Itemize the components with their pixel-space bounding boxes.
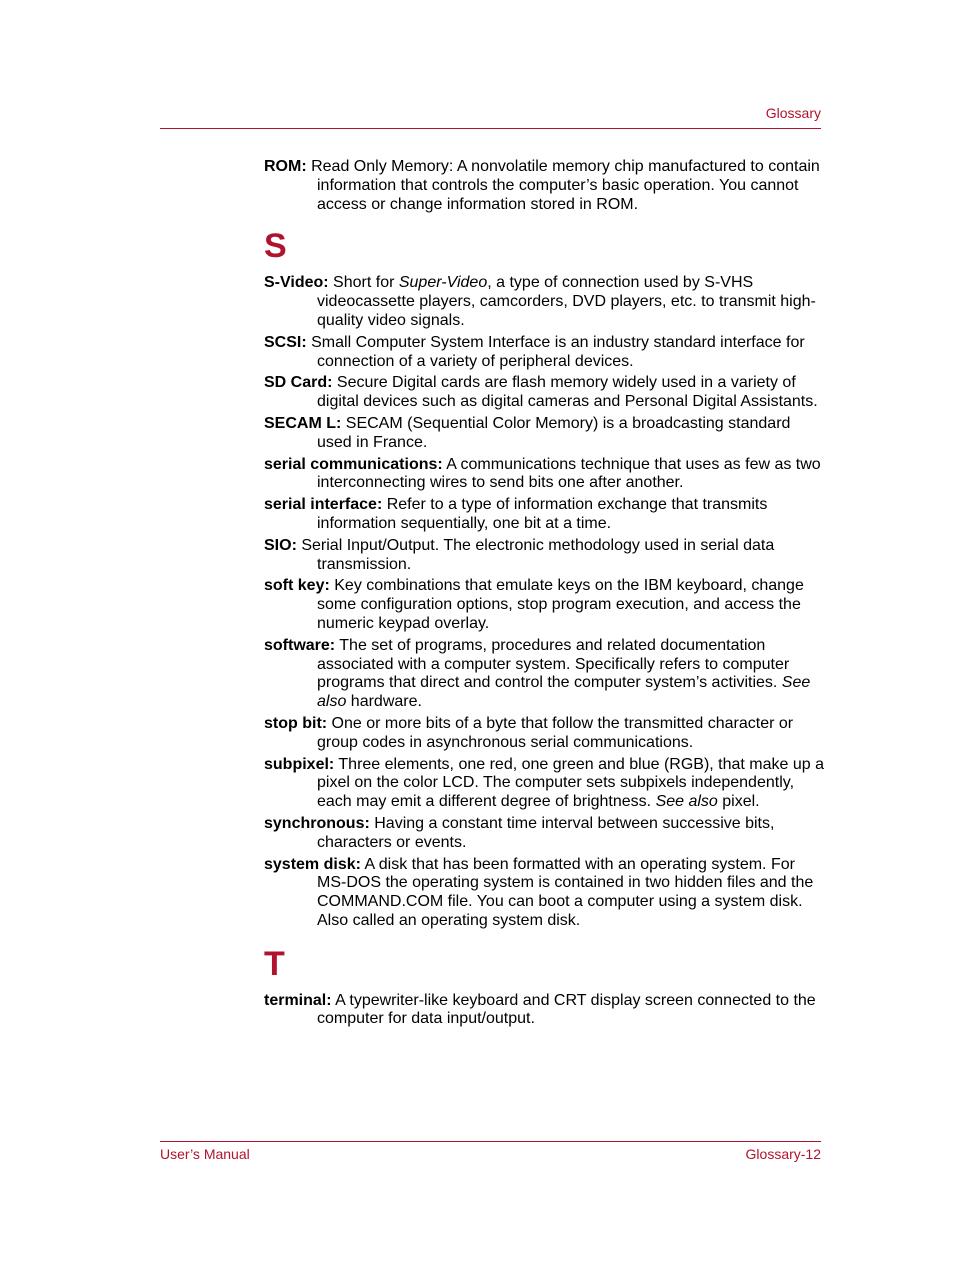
glossary-entry-soft-key: [264, 577, 824, 633]
term: soft key:: [264, 577, 330, 595]
term: software:: [264, 636, 336, 654]
glossary-entry-system-disk: [264, 856, 824, 931]
section-heading-t: T: [264, 944, 285, 983]
glossary-entry-subpixel: [264, 756, 824, 812]
footer-page-number: Glossary-12: [745, 1146, 821, 1162]
definition: The set of programs, procedures and related documentation associated with a computer system. Specifically refers to computer programs that direct and control the computer system’s activities.: [317, 636, 790, 692]
term: terminal:: [264, 991, 332, 1009]
glossary-entry-sd-card: [264, 374, 824, 412]
definition: Serial Input/Output. The electronic methodology used in serial data transmission.: [296, 536, 775, 573]
definition: A communications technique that uses as few as two interconnecting wires to send bits one after another.: [317, 455, 821, 492]
definition-italic: Super-Video: [398, 274, 488, 292]
glossary-entry-terminal: [264, 992, 824, 1030]
term: SD Card:: [264, 374, 333, 392]
glossary-entry-rom: [264, 158, 824, 214]
definition: Short for: [328, 274, 399, 292]
glossary-entry-serial-communications: [264, 456, 824, 494]
term: system disk:: [264, 855, 361, 873]
definition: Having a constant time interval between successive bits, characters or events.: [317, 814, 775, 851]
term: SIO:: [264, 536, 297, 554]
definition: Small Computer System Interface is an industry standard interface for connection of a variety of peripheral devices.: [306, 333, 805, 370]
glossary-content: [264, 158, 824, 1032]
glossary-entry-scsi: [264, 334, 824, 372]
glossary-entry-stop-bit: [264, 715, 824, 753]
definition: A disk that has been formatted with an operating system. For MS-DOS the operating system is contained in two hidden files and the COMMAND.COM file. You can boot a computer using a system disk. Also called an operating system disk.: [317, 855, 814, 929]
definition: Three elements, one red, one green and blue (RGB), that make up a pixel on the color LCD. The computer sets subpixels independently, each may emit a different degree of brightness.: [317, 755, 825, 811]
running-header-title: Glossary: [765, 105, 821, 121]
definition: Secure Digital cards are flash memory widely used in a variety of digital devices such as digital cameras and Personal Digital Assistants.: [317, 374, 818, 411]
definition-italic: See also: [317, 674, 811, 711]
definition: SECAM (Sequential Color Memory) is a broadcasting standard used in France.: [317, 414, 791, 451]
term: subpixel:: [264, 755, 335, 773]
term: SCSI:: [264, 333, 307, 351]
definition: , a type of connection used by S-VHS videocassette players, camcorders, DVD players, etc. to transmit high-quality video signals.: [317, 274, 816, 329]
definition-italic: See also: [655, 793, 718, 811]
glossary-entry-synchronous: [264, 815, 824, 853]
glossary-entry-serial-interface: [264, 496, 824, 534]
term: synchronous:: [264, 814, 370, 832]
glossary-entry-sio: [264, 537, 824, 575]
term: serial interface:: [264, 496, 383, 514]
footer-manual-title: User’s Manual: [160, 1146, 250, 1162]
term: serial communications:: [264, 455, 443, 473]
glossary-entry-software: [264, 637, 824, 712]
header-rule: [160, 128, 821, 129]
term: stop bit:: [264, 714, 328, 732]
definition: hardware.: [346, 693, 422, 711]
section-heading-s: S: [264, 227, 287, 266]
definition: Refer to a type of information exchange that transmits information sequentially, one bit at a time.: [317, 496, 768, 532]
term: ROM:: [264, 158, 307, 175]
glossary-entry-s-video: [264, 274, 824, 330]
definition: A typewriter-like keyboard and CRT display screen connected to the computer for data input/output.: [317, 991, 816, 1028]
glossary-entry-secam-l: [264, 415, 824, 453]
definition: Read Only Memory: A nonvolatile memory chip manufactured to contain information that controls the computer’s basic operation. You cannot access or change information stored in ROM.: [306, 158, 820, 213]
term: S-Video:: [264, 274, 329, 292]
definition: Key combinations that emulate keys on the IBM keyboard, change some configuration options, stop program execution, and access the numeric keypad overlay.: [317, 577, 804, 632]
term: SECAM L:: [264, 414, 342, 432]
footer-rule: [160, 1141, 821, 1142]
definition: pixel.: [717, 793, 760, 811]
definition: One or more bits of a byte that follow the transmitted character or group codes in asynchronous serial communications.: [317, 714, 794, 751]
